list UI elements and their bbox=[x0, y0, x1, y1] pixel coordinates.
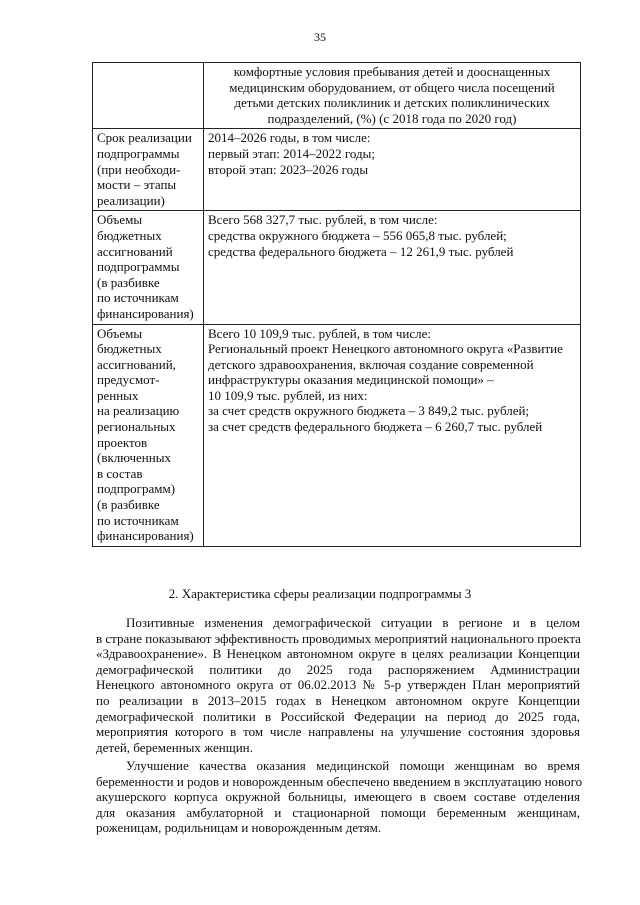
cell-line: предусмот- bbox=[97, 372, 160, 388]
cell-line: подразделений, (%) (с 2018 года по 2020 год) bbox=[267, 110, 517, 126]
cell-line: средства окружного бюджета – 556 065,8 тыс. рублей; bbox=[208, 227, 507, 243]
table-row bbox=[93, 129, 581, 211]
cell-line: бюджетных bbox=[97, 341, 162, 357]
cell-line: Всего 568 327,7 тыс. рублей, в том числе: bbox=[208, 212, 438, 228]
cell-line: финансирования) bbox=[97, 305, 194, 321]
paragraph-line: демографической политики до 2025 года распоряжением Администрации bbox=[96, 661, 580, 677]
cell-line: (при необходи- bbox=[97, 161, 181, 177]
cell-line: по источникам bbox=[97, 512, 179, 528]
cell-line: подпрограммы bbox=[97, 145, 180, 161]
cell-line: на реализацию bbox=[97, 403, 180, 419]
cell-line: проектов bbox=[97, 434, 148, 450]
row-value-cell bbox=[204, 129, 581, 211]
paragraph-line: Ненецкого автономного округа от 06.02.2013 № 5-р утвержден План мероприятий bbox=[96, 677, 580, 693]
table-row bbox=[93, 324, 581, 546]
cell-line: (в разбивке bbox=[97, 274, 160, 290]
cell-line: ренных bbox=[97, 387, 139, 403]
cell-line: детского здравоохранения, включая создание современной bbox=[208, 356, 534, 372]
cell-line: реализации) bbox=[97, 192, 165, 208]
cell-line: средства федерального бюджета – 12 261,9 тыс. рублей bbox=[208, 243, 514, 259]
cell-line: Всего 10 109,9 тыс. рублей, в том числе: bbox=[208, 325, 431, 341]
paragraph-line: мероприятия которого в том числе направлены на улучшение состояния здоровья bbox=[96, 724, 580, 740]
cell-line: за счет средств окружного бюджета – 3 849,2 тыс. рублей; bbox=[208, 403, 530, 419]
cell-line: ассигнований bbox=[97, 243, 173, 259]
cell-line: в состав bbox=[97, 465, 143, 481]
cell-line: Объемы bbox=[97, 325, 143, 341]
paragraph-line: роженицам, родильницам и новорожденным детям. bbox=[96, 820, 382, 836]
cell-line: региональных bbox=[97, 419, 176, 435]
cell-line: подпрограмм) bbox=[97, 481, 176, 497]
paragraph-line: Улучшение качества оказания медицинской помощи женщинам во время bbox=[126, 758, 580, 773]
paragraph-line: «Здравоохранение». В Ненецком автономном округе в целях реализации Концепции bbox=[96, 646, 580, 662]
section-heading: 2. Характеристика сферы реализации подпрограммы 3 bbox=[168, 586, 472, 601]
paragraph-line: демографической политики в Российской Федерации на период до 2025 года, bbox=[96, 708, 580, 724]
cell-line: второй этап: 2023–2026 годы bbox=[208, 161, 369, 177]
cell-line: по источникам bbox=[97, 290, 179, 306]
cell-line: 10 109,9 тыс. рублей, из них: bbox=[208, 387, 368, 403]
cell-line: (в разбивке bbox=[97, 497, 160, 513]
cell-line: подпрограммы bbox=[97, 259, 180, 275]
row-value-cell bbox=[204, 63, 581, 129]
cell-line: ассигнований, bbox=[97, 356, 176, 372]
paragraph-line: беременности и родов и новорожденным обеспечено введением в эксплуатацию нового bbox=[96, 773, 583, 789]
paragraph-line: детей, беременных женщин. bbox=[96, 739, 253, 755]
cell-line: бюджетных bbox=[97, 227, 162, 243]
subprogram-passport-table bbox=[92, 62, 581, 547]
paragraph-line: акушерского корпуса окружной больницы, имеющего в своем составе отделения bbox=[96, 789, 580, 805]
paragraph-line: по реализации в 2013–2015 годах в Ненецком автономном округе Концепции bbox=[96, 692, 580, 708]
cell-line: инфраструктуры оказания медицинской помощи» – bbox=[208, 372, 494, 388]
row-label-cell bbox=[93, 63, 204, 129]
row-label-cell bbox=[93, 129, 204, 211]
cell-line: детьми детских поликлиник и детских поликлинических bbox=[234, 95, 550, 111]
page-number: 35 bbox=[314, 30, 326, 44]
row-value-cell bbox=[204, 324, 581, 546]
cell-line: комфортные условия пребывания детей и дооснащенных bbox=[233, 64, 551, 79]
row-label-cell bbox=[93, 211, 204, 324]
cell-line: финансирования) bbox=[97, 528, 194, 544]
paragraph-line: для оказания амбулаторной и стационарной помощи беременным женщинам, bbox=[96, 804, 580, 820]
table-row bbox=[93, 63, 581, 129]
cell-line: мости – этапы bbox=[97, 177, 177, 193]
cell-line: Срок реализации bbox=[97, 130, 192, 146]
cell-line: (включенных bbox=[97, 450, 171, 466]
paragraph-line: в стране показывают эффективность проводимых мероприятий национального проекта bbox=[96, 630, 581, 646]
row-value-cell bbox=[204, 211, 581, 324]
cell-line: Региональный проект Ненецкого автономного округа «Развитие bbox=[208, 341, 563, 357]
cell-line: Объемы bbox=[97, 212, 143, 228]
cell-line: 2014–2026 годы, в том числе: bbox=[208, 130, 371, 146]
paragraph-line: Позитивные изменения демографической ситуации в регионе и в целом bbox=[126, 615, 580, 630]
row-label-cell bbox=[93, 324, 204, 546]
cell-line: медицинским оборудованием, от общего числа посещений bbox=[229, 79, 555, 95]
cell-line: за счет средств федерального бюджета – 6 260,7 тыс. рублей bbox=[208, 419, 543, 435]
paragraph bbox=[96, 758, 583, 836]
cell-line: первый этап: 2014–2022 годы; bbox=[208, 145, 375, 161]
table-row bbox=[93, 211, 581, 324]
paragraph bbox=[96, 615, 580, 755]
